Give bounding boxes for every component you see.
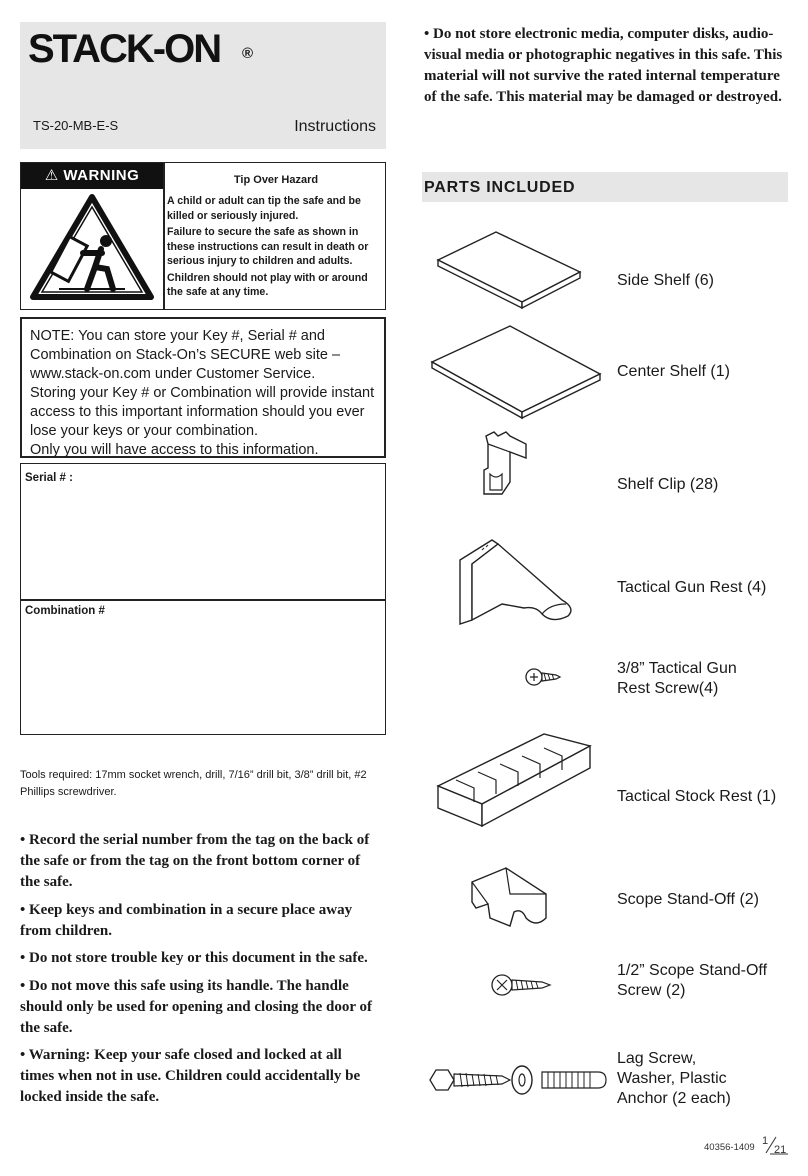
records-panel	[20, 463, 386, 735]
tools-required: Tools required: 17mm socket wrench, drill, 7/16” drill bit, 3/8” drill bit, #2 Phillips screwdriver.	[20, 769, 367, 798]
warning-title: Tip Over Hazard	[233, 174, 319, 186]
part-label-line: Lag Screw,	[617, 1050, 697, 1067]
combination-field-label: Combination #	[25, 605, 105, 617]
svg-text:STACK-ON: STACK-ON	[28, 27, 221, 71]
warning-text	[167, 194, 381, 302]
list-item: • Record the serial number from the tag on the back of the safe or from the tag on the front bottom corner of the safe.	[20, 832, 370, 890]
records-divider	[21, 599, 385, 601]
stack-on-logo	[28, 24, 258, 76]
note-line: Combination on Stack-On’s SECURE web site –	[30, 347, 341, 363]
warning-label-text: WARNING	[63, 167, 140, 184]
warning-line: Failure to secure the safe as shown in these instructions can result in death or serious injury to children and adults.	[167, 226, 369, 267]
side-shelf-icon	[434, 228, 584, 318]
left-bullet-list	[20, 830, 376, 1115]
scope-standoff-icon	[466, 864, 552, 934]
center-shelf-icon	[428, 322, 604, 424]
note-line: www.stack-on.com under Customer Service.	[30, 366, 316, 382]
header-banner	[20, 22, 386, 149]
warning-line: A child or adult can tip the safe and be killed or seriously injured.	[167, 195, 361, 222]
list-item: • Do not move this safe using its handle. The handle should only be used for opening and closing the door of the safe.	[20, 977, 373, 1036]
part-label-gun-rest-screw	[617, 659, 737, 699]
part-label-line: Anchor (2 each)	[617, 1090, 731, 1107]
part-label-line: Rest Screw(4)	[617, 680, 719, 697]
gun-rest-screw-icon	[524, 666, 562, 688]
shelf-clip-icon	[476, 430, 536, 508]
lag-screw-icon	[428, 1060, 610, 1100]
tip-over-pictogram-icon	[29, 193, 155, 303]
gun-rest-icon	[452, 534, 580, 634]
note-line: Only you will have access to this information.	[30, 442, 319, 458]
registered-mark: ®	[242, 45, 254, 62]
warning-divider	[163, 163, 165, 309]
part-label-stock-rest: Tactical Stock Rest (1)	[617, 788, 777, 805]
scope-standoff-screw-icon	[490, 970, 554, 1000]
media-warning-bullet: • Do not store electronic media, computer disks, audio-visual media or photographic negatives in this safe. This material will not survive the rated internal temperature of the safe. This material may be damaged or destroyed.	[424, 26, 783, 105]
part-label-line: 3/8” Tactical Gun	[617, 660, 737, 677]
part-label-shelf-clip: Shelf Clip (28)	[617, 476, 719, 493]
warning-triangle-icon: ⚠	[44, 167, 59, 184]
note-text	[30, 327, 380, 460]
part-label-line: Screw (2)	[617, 982, 686, 999]
serial-field-label: Serial # :	[25, 472, 73, 484]
note-panel	[20, 317, 386, 458]
part-label-side-shelf: Side Shelf (6)	[617, 272, 714, 289]
part-label-line: 1/2” Scope Stand-Off	[617, 962, 768, 979]
warning-line: Children should not play with or around the safe at any time.	[167, 271, 368, 298]
page-total: 21	[774, 1144, 787, 1156]
list-item: • Warning: Keep your safe closed and locked at all times when not in use. Children could accidentally be locked inside the safe.	[20, 1047, 361, 1105]
note-line: NOTE: You can store your Key #, Serial # and	[30, 328, 325, 344]
parts-heading-bar	[422, 172, 788, 202]
page-number: 1	[762, 1135, 769, 1147]
model-number: TS-20-MB-E-S	[33, 118, 119, 133]
note-line: lose your keys or your combination.	[30, 423, 259, 439]
document-type: Instructions	[294, 118, 376, 135]
part-label-scope-screw	[617, 961, 767, 1001]
note-line: Storing your Key # or Combination will provide instant	[30, 385, 375, 401]
part-label-lag-screw	[617, 1049, 731, 1109]
list-item: • Do not store trouble key or this document in the safe.	[20, 950, 368, 966]
note-line: access to this important information should you ever	[30, 404, 365, 420]
document-code: 40356-1409	[704, 1142, 755, 1153]
parts-heading: PARTS INCLUDED	[424, 179, 576, 196]
page-indicator	[760, 1135, 788, 1155]
warning-panel	[20, 162, 386, 310]
part-label-scope-standoff: Scope Stand-Off (2)	[617, 891, 759, 908]
part-label-center-shelf: Center Shelf (1)	[617, 363, 730, 380]
part-label-line: Washer, Plastic	[617, 1070, 727, 1087]
part-label-gun-rest: Tactical Gun Rest (4)	[617, 579, 767, 596]
list-item: • Keep keys and combination in a secure place away from children.	[20, 901, 353, 939]
warning-label	[21, 163, 163, 189]
stock-rest-icon	[434, 728, 594, 828]
